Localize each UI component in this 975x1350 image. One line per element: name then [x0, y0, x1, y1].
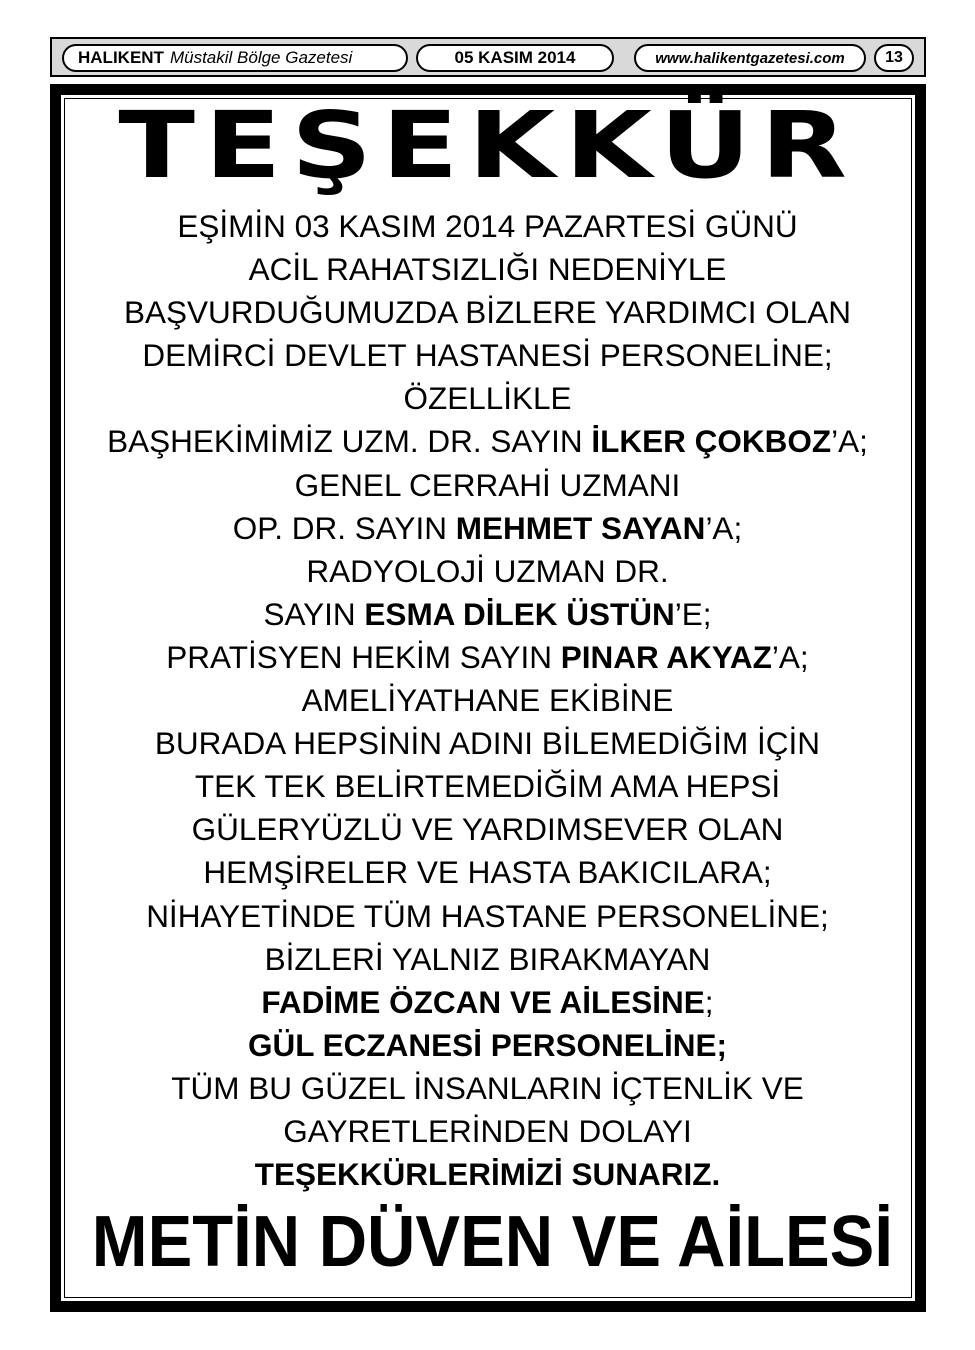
notice-text: BİZLERİ YALNIZ BIRAKMAYAN: [264, 940, 711, 977]
notice-line: [62, 895, 913, 938]
notice-text: DEMİRCİ DEVLET HASTANESİ PERSONELİNE;: [142, 337, 833, 374]
notice-line: [62, 636, 913, 679]
notice-line: [62, 808, 913, 851]
notice-text: TEK TEK BELİRTEMEDİĞİM AMA HEPSİ: [194, 768, 781, 805]
notice-text: ’A;: [771, 638, 809, 675]
notice-line: [62, 679, 913, 722]
notice-body: [62, 205, 913, 1196]
notice-text: GÜLERYÜZLÜ VE YARDIMSEVER OLAN: [191, 811, 784, 848]
website-link[interactable]: www.halikentgazetesi.com: [634, 44, 866, 72]
notice-line: [62, 420, 913, 463]
notice-signature: METİN DÜVEN VE AİLESİ: [91, 1202, 893, 1282]
notice-text: NİHAYETİNDE TÜM HASTANE PERSONELİNE;: [146, 897, 829, 934]
notice-line: [62, 938, 913, 981]
notice-line: [62, 593, 913, 636]
notice-line: [62, 1067, 913, 1110]
notice-line: [62, 464, 913, 507]
notice-text: EŞİMİN 03 KASIM 2014 PAZARTESİ GÜNÜ: [177, 208, 798, 244]
notice-text: TÜM BU GÜZEL İNSANLARIN İÇTENLİK VE: [171, 1069, 804, 1106]
notice-name-bold: TEŞEKKÜRLERİMİZİ SUNARIZ.: [254, 1156, 721, 1193]
notice-name-bold: MEHMET SAYAN: [455, 509, 706, 546]
notice-text: ’E;: [674, 595, 712, 632]
issue-date: 05 KASIM 2014: [416, 44, 614, 72]
notice-text: PRATİSYEN HEKİM SAYIN: [166, 638, 561, 675]
newspaper-tagline: Müstakil Bölge Gazetesi: [169, 48, 353, 67]
notice-text: BAŞVURDUĞUMUZDA BİZLERE YARDIMCI OLAN: [124, 294, 851, 331]
notice-line: [62, 291, 913, 334]
notice-text: ÖZELLİKLE: [403, 380, 572, 417]
notice-text: OP. DR. SAYIN: [232, 509, 456, 546]
notice-text: GENEL CERRAHİ UZMANI: [294, 466, 681, 503]
notice-line: [62, 550, 913, 593]
notice-line: [62, 507, 913, 550]
page-number: 13: [874, 44, 914, 72]
notice-line: [62, 248, 913, 291]
notice-text: ’A;: [705, 509, 743, 546]
newspaper-brand: HALIKENT: [78, 48, 164, 67]
notice-line: [62, 1153, 913, 1196]
notice-name-bold: PINAR AKYAZ: [560, 638, 772, 675]
newspaper-name-pill: [62, 44, 408, 72]
notice-line: [62, 1110, 913, 1153]
notice-line: [62, 1024, 913, 1067]
newspaper-header: [50, 37, 926, 77]
notice-line: [62, 377, 913, 420]
notice-text: AMELİYATHANE EKİBİNE: [301, 682, 674, 719]
notice-text: SAYIN: [263, 595, 365, 632]
notice-text: BURADA HEPSİNİN ADINI BİLEMEDİĞİM İÇİN: [154, 725, 821, 762]
notice-line: [62, 334, 913, 377]
notice-name-bold: GÜL ECZANESİ PERSONELİNE;: [248, 1026, 727, 1063]
notice-name-bold: ESMA DİLEK ÜSTÜN: [364, 595, 675, 632]
notice-text: ;: [704, 983, 714, 1020]
notice-title: TEŞEKKÜR: [118, 92, 857, 199]
notice-text: BAŞHEKİMİMİZ UZM. DR. SAYIN: [107, 423, 592, 460]
notice-line: [62, 765, 913, 808]
notice-line: [62, 722, 913, 765]
notice-line: [62, 851, 913, 894]
notice-name-bold: FADİME ÖZCAN VE AİLESİNE: [261, 983, 705, 1020]
notice-text: RADYOLOJİ UZMAN DR.: [306, 552, 669, 589]
notice-line: [62, 981, 913, 1024]
notice-text: GAYRETLERİNDEN DOLAYI: [283, 1112, 692, 1149]
notice-text: ACİL RAHATSIZLIĞI NEDENİYLE: [248, 251, 727, 288]
notice-name-bold: İLKER ÇOKBOZ: [591, 423, 832, 460]
notice-text: ’A;: [831, 423, 868, 460]
notice-line: [62, 205, 913, 248]
notice-text: HEMŞİRELER VE HASTA BAKICILARA;: [203, 854, 772, 891]
